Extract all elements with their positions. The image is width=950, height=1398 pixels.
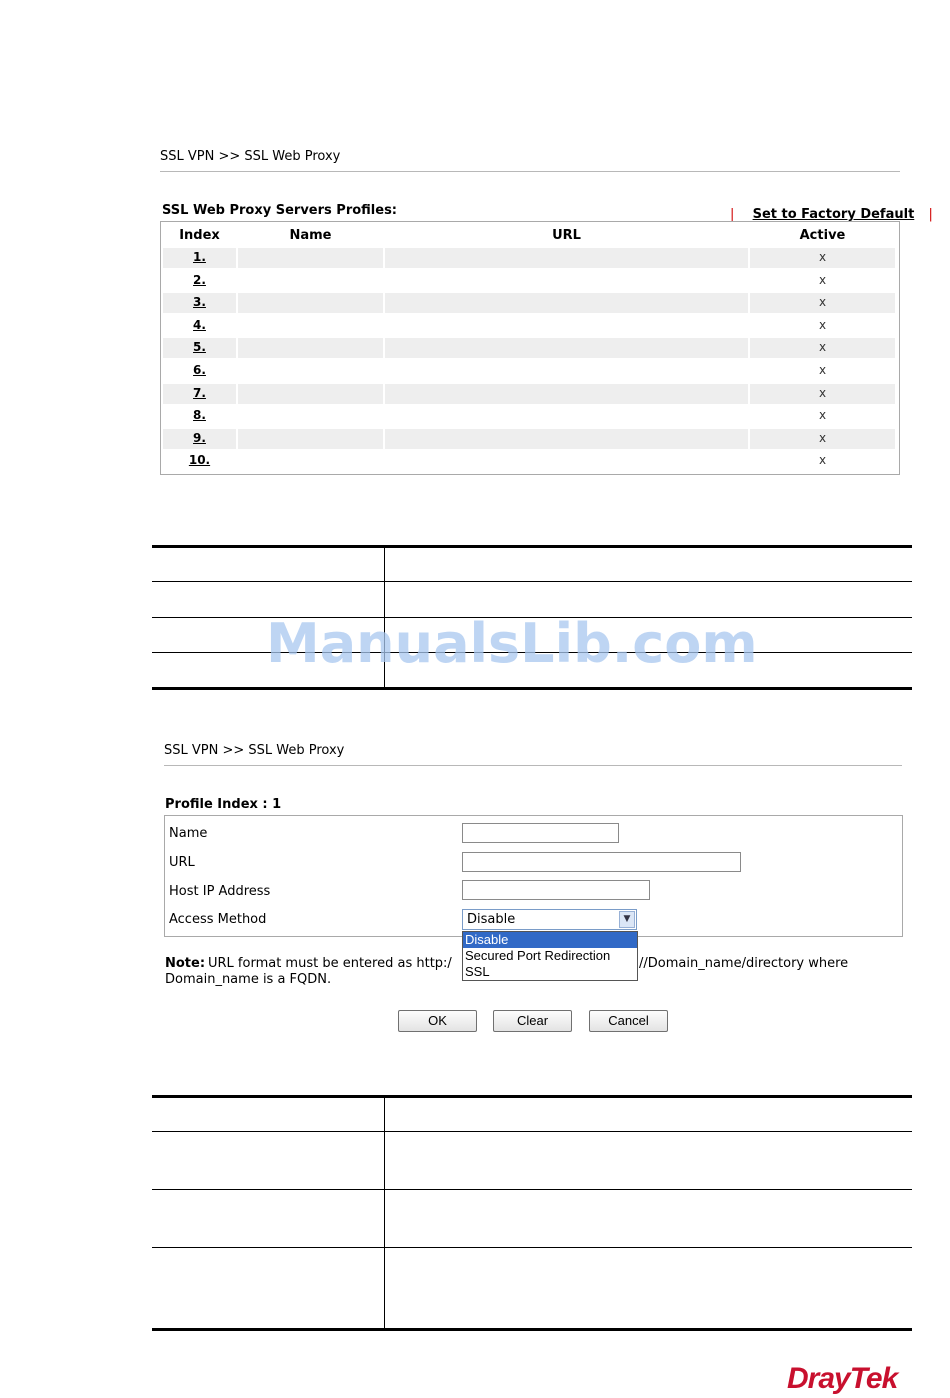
row-cell-name [238,429,383,449]
doc-table2-divider [384,1096,385,1330]
row-cell-url [385,429,748,449]
breadcrumb-divider-top [160,171,900,172]
profile-index-link[interactable]: 9. [193,431,206,445]
doc-table2-line2 [152,1189,912,1190]
breadcrumb-divider-form [164,765,902,766]
doc-table2-bottom [152,1328,912,1331]
name-input[interactable] [462,823,619,843]
profile-index-link[interactable]: 7. [193,386,206,400]
url-input[interactable] [462,852,741,872]
note-text-part2: //Domain_name/directory where [639,956,849,971]
name-label: Name [169,826,208,841]
row-cell-name [238,248,383,268]
profile-index-link[interactable]: 4. [193,318,206,332]
profile-active-status: x [818,295,827,309]
row-cell-name [238,361,383,381]
factory-default-area [730,203,933,222]
profile-active-status: x [818,363,827,377]
host-ip-label: Host IP Address [169,884,271,899]
host-ip-input[interactable] [462,880,650,900]
access-method-label: Access Method [169,912,267,927]
row-cell-name [238,384,383,404]
doc-table1-bottom [152,687,912,690]
doc-table2-top [152,1095,912,1098]
pipe-left: | [730,207,735,222]
row-cell-url [385,271,748,291]
row-cell-name [238,293,383,313]
watermark: ManualsLib.com [266,612,758,675]
col-header-url: URL [552,228,581,243]
row-cell-name [238,451,383,471]
row-cell-url [385,338,748,358]
row-cell-url [385,406,748,426]
access-method-select[interactable] [462,909,637,930]
profile-active-status: x [818,386,827,400]
url-label: URL [169,855,195,870]
profile-active-status: x [818,318,827,332]
profile-active-status: x [818,453,827,467]
profiles-table-title: SSL Web Proxy Servers Profiles: [162,203,398,218]
option-disable[interactable]: Disable [463,932,637,948]
row-cell-name [238,316,383,336]
set-factory-default-link[interactable]: Set to Factory Default [752,207,915,222]
note-label: Note: [165,956,206,971]
profile-active-status: x [818,250,827,264]
option-secured-port-redirection[interactable]: Secured Port Redirection [465,948,611,963]
profile-active-status: x [818,273,827,287]
col-header-index: Index [179,228,220,243]
row-cell-url [385,316,748,336]
pipe-right: | [928,207,933,222]
doc-table2-line1 [152,1131,912,1132]
row-cell-name [238,271,383,291]
note-text-line2: Domain_name is a FQDN. [165,972,332,987]
profile-active-status: x [818,431,827,445]
col-header-active: Active [799,228,846,243]
row-cell-url [385,248,748,268]
doc-table1-line1 [152,581,912,582]
profile-active-status: x [818,408,827,422]
doc-table2-line3 [152,1247,912,1248]
profile-index-link[interactable]: 1. [193,250,206,264]
col-header-name: Name [289,228,332,243]
row-cell-name [238,338,383,358]
breadcrumb-top: SSL VPN >> SSL Web Proxy [160,149,341,164]
option-ssl[interactable]: SSL [465,964,490,979]
ok-button[interactable]: OK [398,1010,477,1032]
profile-index-link[interactable]: 10. [188,453,211,467]
profile-index-link[interactable]: 3. [193,295,206,309]
cancel-button[interactable]: Cancel [589,1010,668,1032]
doc-table1-top [152,545,912,548]
access-method-dropdown [462,931,638,981]
profile-index-link[interactable]: 8. [193,408,206,422]
note-text-part1: URL format must be entered as http:/ [208,956,452,971]
access-method-selected: Disable [467,912,516,927]
row-cell-name [238,406,383,426]
profile-index-link[interactable]: 5. [193,340,206,354]
row-cell-url [385,451,748,471]
profile-index-link[interactable]: 2. [193,273,206,287]
row-cell-url [385,361,748,381]
row-cell-url [385,384,748,404]
chevron-down-icon[interactable]: ▼ [619,911,635,928]
profile-active-status: x [818,340,827,354]
draytek-logo: DrayTek [787,1362,898,1395]
row-cell-url [385,293,748,313]
clear-button[interactable]: Clear [493,1010,572,1032]
breadcrumb-form: SSL VPN >> SSL Web Proxy [164,743,345,758]
profile-index-title: Profile Index : 1 [165,797,282,812]
profile-index-link[interactable]: 6. [193,363,206,377]
